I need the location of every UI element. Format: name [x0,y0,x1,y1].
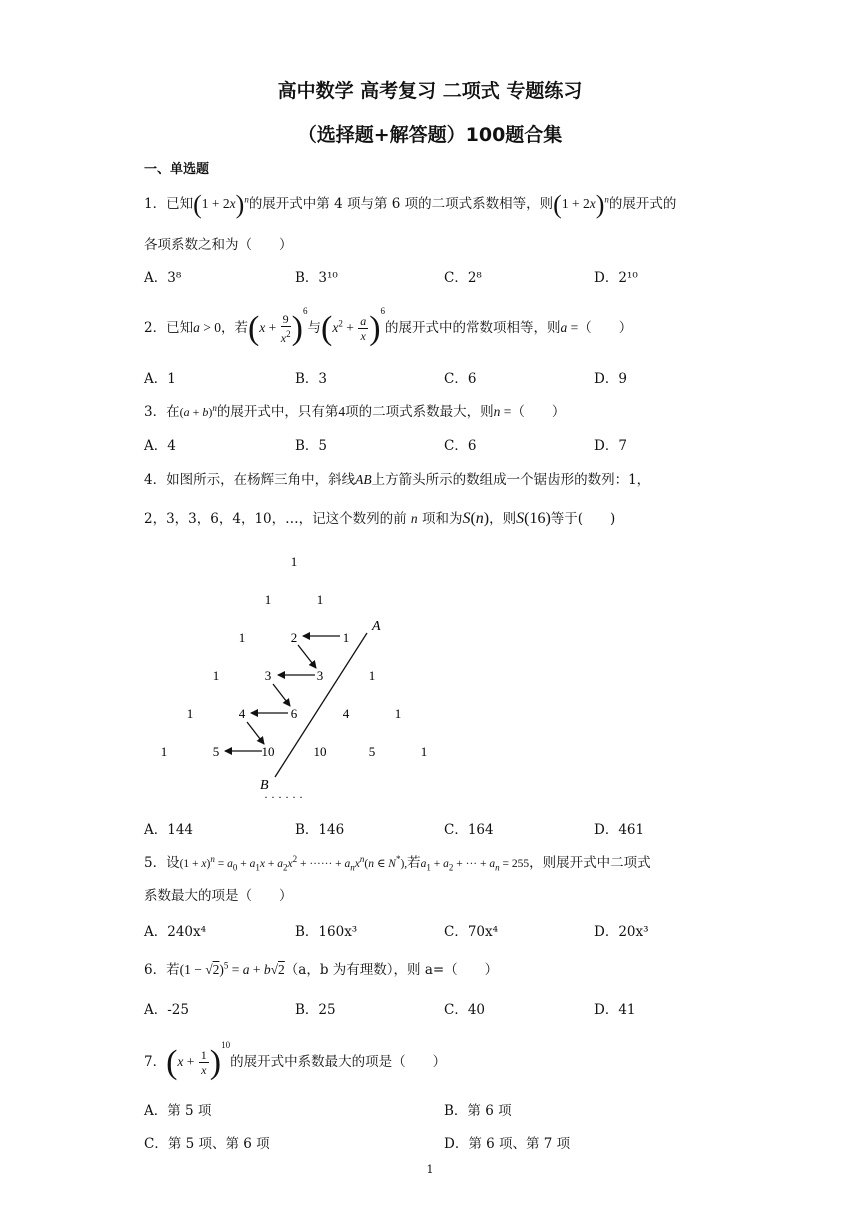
question-number: 3． [144,404,167,420]
math-expr: a > 0 [193,320,221,335]
triangle-number: 1 [290,554,298,569]
triangle-number: 1 [160,744,168,759]
option-c[interactable]: C．70x⁴ [444,924,499,940]
question-text: 已知 [166,320,194,336]
question-number: 1． [144,196,167,213]
question-number: 4． [144,472,167,488]
option-a[interactable]: A．144 [144,822,194,838]
math-expr: 4 [338,404,346,419]
option-d[interactable]: D．第 6 项、第 7 项 [444,1136,571,1152]
arrow [298,645,316,668]
doc-title-line1: 高中数学 高考复习 二项式 专题练习 [277,80,583,102]
question-1-line2: 各项系数之和为（ ） [144,237,293,253]
option-a[interactable]: A．240x⁴ [144,924,207,940]
option-c[interactable]: C．2⁸ [444,270,482,286]
triangle-number: 3 [316,668,324,683]
page-number: 1 [426,1163,434,1176]
option-b[interactable]: B．3¹⁰ [295,270,338,286]
triangle-number: 1 [186,706,194,721]
option-d[interactable]: D．20x³ [594,924,649,940]
option-a[interactable]: A．1 [144,371,176,387]
question-text: 的展开式中第 4 项与第 6 项的二项式系数相等，则 [248,196,554,213]
math-expr: S(n) [462,510,490,527]
question-text: 若 [166,962,180,978]
question-5 [144,851,651,872]
question-text: 设 [166,855,180,871]
triangle-number: 1 [342,630,350,645]
question-text: 上方箭头所示的数组成一个锯齿形的数列：1， [371,472,651,488]
triangle-number: 1 [238,630,246,645]
question-5-line2: 系数最大的项是（ ） [144,888,293,904]
option-d[interactable]: D．461 [594,822,645,838]
question-text: 2，3，3，6，4，10，…，记这个数列的前 [144,511,407,527]
arrow [247,722,264,744]
math-expr: $a_1 + a_2$ + ··· + $a_n = 255$ [420,858,530,873]
continuation-dots: · · · · · · [264,790,303,804]
triangle-number: 1 [264,592,272,607]
question-text: 的展开式中的常数项相等，则 [385,320,561,336]
option-d[interactable]: D．9 [594,371,627,387]
option-a[interactable]: A．3⁸ [144,270,182,286]
triangle-number: 10 [261,744,275,759]
question-text: 已知 [166,196,194,213]
triangle-number: 1 [316,592,324,607]
question-text: （ ） [511,404,566,420]
math-expr: S(16) [516,510,551,527]
math-expr: $(a + b)^n$ [179,403,217,419]
question-6 [144,958,498,978]
triangle-number: 1 [212,668,220,683]
triangle-number: 1 [368,668,376,683]
math-expr: n [410,511,418,526]
question-text: 的展开式的 [608,196,677,213]
question-number: 7． [144,1054,167,1070]
math-expr: AB [355,472,372,487]
option-b[interactable]: B．160x³ [295,924,358,940]
option-a[interactable]: A．-25 [144,1002,189,1018]
triangle-number: 6 [290,706,298,721]
math-expr: (x + $\frac{9}{x^2}$ )$^6$ [247,306,308,347]
math-expr: n = [493,404,512,419]
math-expr: a = [560,320,579,335]
triangle-number: 1 [394,706,402,721]
math-expr: $(1 + 2x)^n$ [553,190,609,219]
option-c[interactable]: C．40 [444,1002,486,1018]
doc-title-line2: （选择题+解答题）100题合集 [297,124,563,146]
question-text: 等于( ) [550,511,616,527]
option-c[interactable]: C．164 [444,822,494,838]
question-7 [144,1040,446,1082]
option-d[interactable]: D．41 [594,1002,636,1018]
triangle-number: 3 [264,668,272,683]
section-heading: 一、单选题 [144,162,210,177]
math-expr: ($x^2$ + $\frac{a}{x}$ )$^6$ [321,306,386,347]
question-text: 项的二项式系数最大，则 [345,404,494,420]
label-b: B [260,778,269,793]
math-expr: (x + $\frac{1}{x}$ )$^{10}$ [166,1040,231,1081]
option-b[interactable]: B．3 [295,371,328,387]
label-a: A [372,619,381,634]
triangle-number: 5 [212,744,220,759]
arrow [273,684,290,706]
question-text: （ ） [578,320,633,336]
triangle-number: 4 [238,706,246,721]
option-b[interactable]: B．5 [295,438,328,454]
math-expr: $(1 + 2x)^n$ [193,190,249,219]
triangle-number: 1 [420,744,428,759]
math-expr: $(1 + x)^n = a_0 + a_1x + a_2x^2$ + ······ + $a_nx^n(n$ ∈ N*), [179,854,408,873]
question-text: （a，b 为有理数），则 a=（ ） [284,962,499,978]
option-b[interactable]: B．25 [295,1002,336,1018]
option-d[interactable]: D．2¹⁰ [594,270,638,286]
option-c[interactable]: C．第 5 项、第 6 项 [144,1136,270,1152]
question-text: 若 [407,855,421,871]
triangle-number: 4 [342,706,350,721]
question-text: 如图所示，在杨辉三角中，斜线 [166,472,356,488]
question-text: 的展开式中，只有第 [216,404,339,420]
question-text: 的展开式中系数最大的项是（ ） [230,1054,447,1070]
option-b[interactable]: B．146 [295,822,345,838]
math-expr: $(1 - √2)^5 = a + b√2$ [179,960,285,977]
option-c[interactable]: C．6 [444,371,477,387]
triangle-number: 2 [290,630,298,645]
option-a[interactable]: A．第 5 项 [144,1103,212,1119]
question-text: 在 [166,404,180,420]
question-number: 2． [144,320,167,336]
option-a[interactable]: A．4 [144,438,176,454]
question-number: 6． [144,962,167,978]
option-d[interactable]: D．7 [594,438,627,454]
option-c[interactable]: C．6 [444,438,477,454]
triangle-number: 5 [368,744,376,759]
question-text: ，则展开式中二项式 [529,855,651,871]
question-text: 与 [307,320,321,336]
triangle-number: 10 [313,744,327,759]
question-text: ，若 [220,320,248,336]
question-number: 5． [144,855,167,871]
question-text: ，则 [489,511,517,527]
option-b[interactable]: B．第 6 项 [444,1103,512,1119]
question-text: 项和为 [421,511,463,527]
